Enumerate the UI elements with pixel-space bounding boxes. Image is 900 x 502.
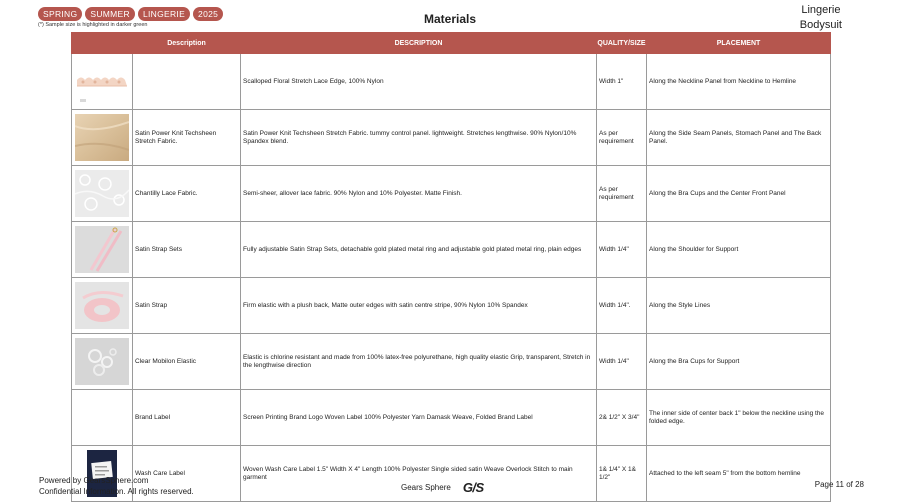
chantilly-lace-swatch	[75, 170, 129, 217]
swatch-cell	[72, 278, 133, 334]
material-description: Firm elastic with a plush back, Matte outer edges with satin centre stripe, 90% Nylon 10% Spandex	[241, 278, 597, 334]
product-name	[800, 3, 842, 33]
swatch-cell	[72, 110, 133, 166]
footer-legal	[39, 475, 194, 497]
material-description: Scalloped Floral Stretch Lace Edge, 100% Nylon	[241, 54, 597, 110]
material-name: Satin Strap Sets	[133, 222, 241, 278]
tag-lingerie: LINGERIE	[138, 7, 190, 21]
material-placement: Along the Side Seam Panels, Stomach Panel and The Back Panel.	[647, 110, 831, 166]
materials-table	[71, 32, 831, 502]
table-row	[72, 278, 831, 334]
swatch-cell	[72, 54, 133, 110]
col-quality-size: QUALITY/SIZE	[597, 33, 647, 54]
material-description: Semi-sheer, allover lace fabric. 90% Nylon and 10% Polyester. Matte Finish.	[241, 166, 597, 222]
col-description: DESCRIPTION	[241, 33, 597, 54]
powered-by-text: Powered by GearsSphere.com	[39, 476, 149, 485]
table-row	[72, 54, 831, 110]
material-name: Clear Mobilon Elastic	[133, 334, 241, 390]
satin-strap-swatch	[75, 282, 129, 329]
material-placement: Attached to the left seam 5" from the bottom hemline	[647, 446, 831, 502]
material-size: Width 1/4"	[597, 222, 647, 278]
material-size: 1& 1/4" X 1& 1/2"	[597, 446, 647, 502]
material-description: Screen Printing Brand Logo Woven Label 100% Polyester Yarn Damask Weave, Folded Brand Label	[241, 390, 597, 446]
page-title: Materials	[423, 12, 477, 26]
tag-year: 2025	[193, 7, 223, 21]
swatch-cell	[72, 166, 133, 222]
footer-brand	[401, 480, 484, 495]
material-size: Width 1/4"	[597, 334, 647, 390]
table-row	[72, 390, 831, 446]
table-row	[72, 222, 831, 278]
swatch-cell	[72, 390, 133, 446]
table-row	[72, 110, 831, 166]
material-name	[133, 54, 241, 110]
material-size: As per requirement	[597, 166, 647, 222]
product-name-line2: Bodysuit	[799, 19, 842, 31]
material-description: Woven Wash Care Label 1.5" Width X 4" Length 100% Polyester Single sided satin Weave Overlock Stitch to main garment	[241, 446, 597, 502]
tag-summer: SUMMER	[85, 7, 135, 21]
material-description: Satin Power Knit Techsheen Stretch Fabric. tummy control panel. lightweight. Stretches lengthwise. 90% Nylon/10% Spandex blend.	[241, 110, 597, 166]
table-header-row	[72, 33, 831, 54]
table-row	[72, 166, 831, 222]
material-description: Elastic is chlorine resistant and made from 100% latex-free polyurethane, high quality elastic Grip, transparent, Stretch in the lengthwise direction	[241, 334, 597, 390]
material-name: Satin Strap	[133, 278, 241, 334]
material-name: Wash Care Label	[133, 446, 241, 502]
material-placement: The inner side of center back 1" below the neckline using the folded edge.	[647, 390, 831, 446]
material-placement: Along the Bra Cups for Support	[647, 334, 831, 390]
col-placement: PLACEMENT	[647, 33, 831, 54]
material-placement: Along the Shoulder for Support	[647, 222, 831, 278]
material-description: Fully adjustable Satin Strap Sets, detachable gold plated metal ring and adjustable gold plated metal ring, plain edges	[241, 222, 597, 278]
company-name: Gears Sphere	[401, 483, 451, 492]
confidential-text: Confidential Information. All rights reserved.	[39, 487, 194, 496]
col-name: Description	[133, 33, 241, 54]
material-size: Width 1"	[597, 54, 647, 110]
satin-knit-swatch	[75, 114, 129, 161]
strap-set-swatch	[75, 226, 129, 273]
material-size: Width 1/4".	[597, 278, 647, 334]
sample-size-note: (*) Sample size is highlighted in darker green	[38, 22, 148, 28]
material-name: Chantilly Lace Fabric.	[133, 166, 241, 222]
page-number: Page 11 of 28	[814, 480, 864, 489]
mobilon-swatch	[75, 338, 129, 385]
product-name-line1: Lingerie	[801, 4, 841, 16]
scalloped-lace-swatch	[75, 58, 129, 105]
tag-spring: SPRING	[38, 7, 82, 21]
material-name: Brand Label	[133, 390, 241, 446]
material-size: 2& 1/2" X 3/4"	[597, 390, 647, 446]
company-logo: G/S	[462, 480, 484, 495]
material-placement: Along the Style Lines	[647, 278, 831, 334]
table-row	[72, 334, 831, 390]
material-placement: Along the Bra Cups and the Center Front Panel	[647, 166, 831, 222]
material-size: As per requirement	[597, 110, 647, 166]
swatch-cell	[72, 222, 133, 278]
col-swatch	[72, 33, 133, 54]
material-name: Satin Power Knit Techsheen Stretch Fabric.	[133, 110, 241, 166]
material-placement: Along the Neckline Panel from Neckline to Hemline	[647, 54, 831, 110]
swatch-cell	[72, 334, 133, 390]
